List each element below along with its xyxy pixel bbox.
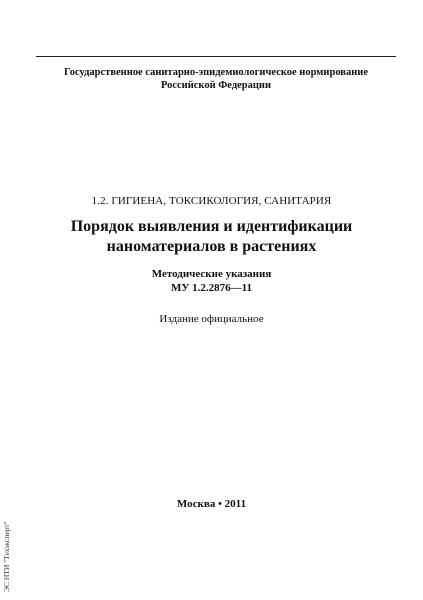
city-year: Москва • 2011 [176,498,247,510]
document-code: МУ 1.2.2876—11 [170,282,253,294]
header-block [36,56,396,92]
header-line-2: Российской Федерации [160,80,272,91]
side-watermark: ЭС НТИ "Техэксперт" [2,521,11,592]
title-line-2: наноматериалов в растениях [106,238,317,255]
document-subtitle [0,267,423,295]
header-line-1: Государственное санитарно-эпидемиологическое нормирование [63,67,368,78]
title-line-1: Порядок выявления и идентификации [70,218,353,235]
edition-label: Издание официальное [159,313,264,325]
series-heading: 1.2. ГИГИЕНА, ТОКСИКОЛОГИЯ, САНИТАРИЯ [91,195,332,207]
subtitle-line-1: Методические указания [151,268,272,280]
document-title [0,217,423,257]
